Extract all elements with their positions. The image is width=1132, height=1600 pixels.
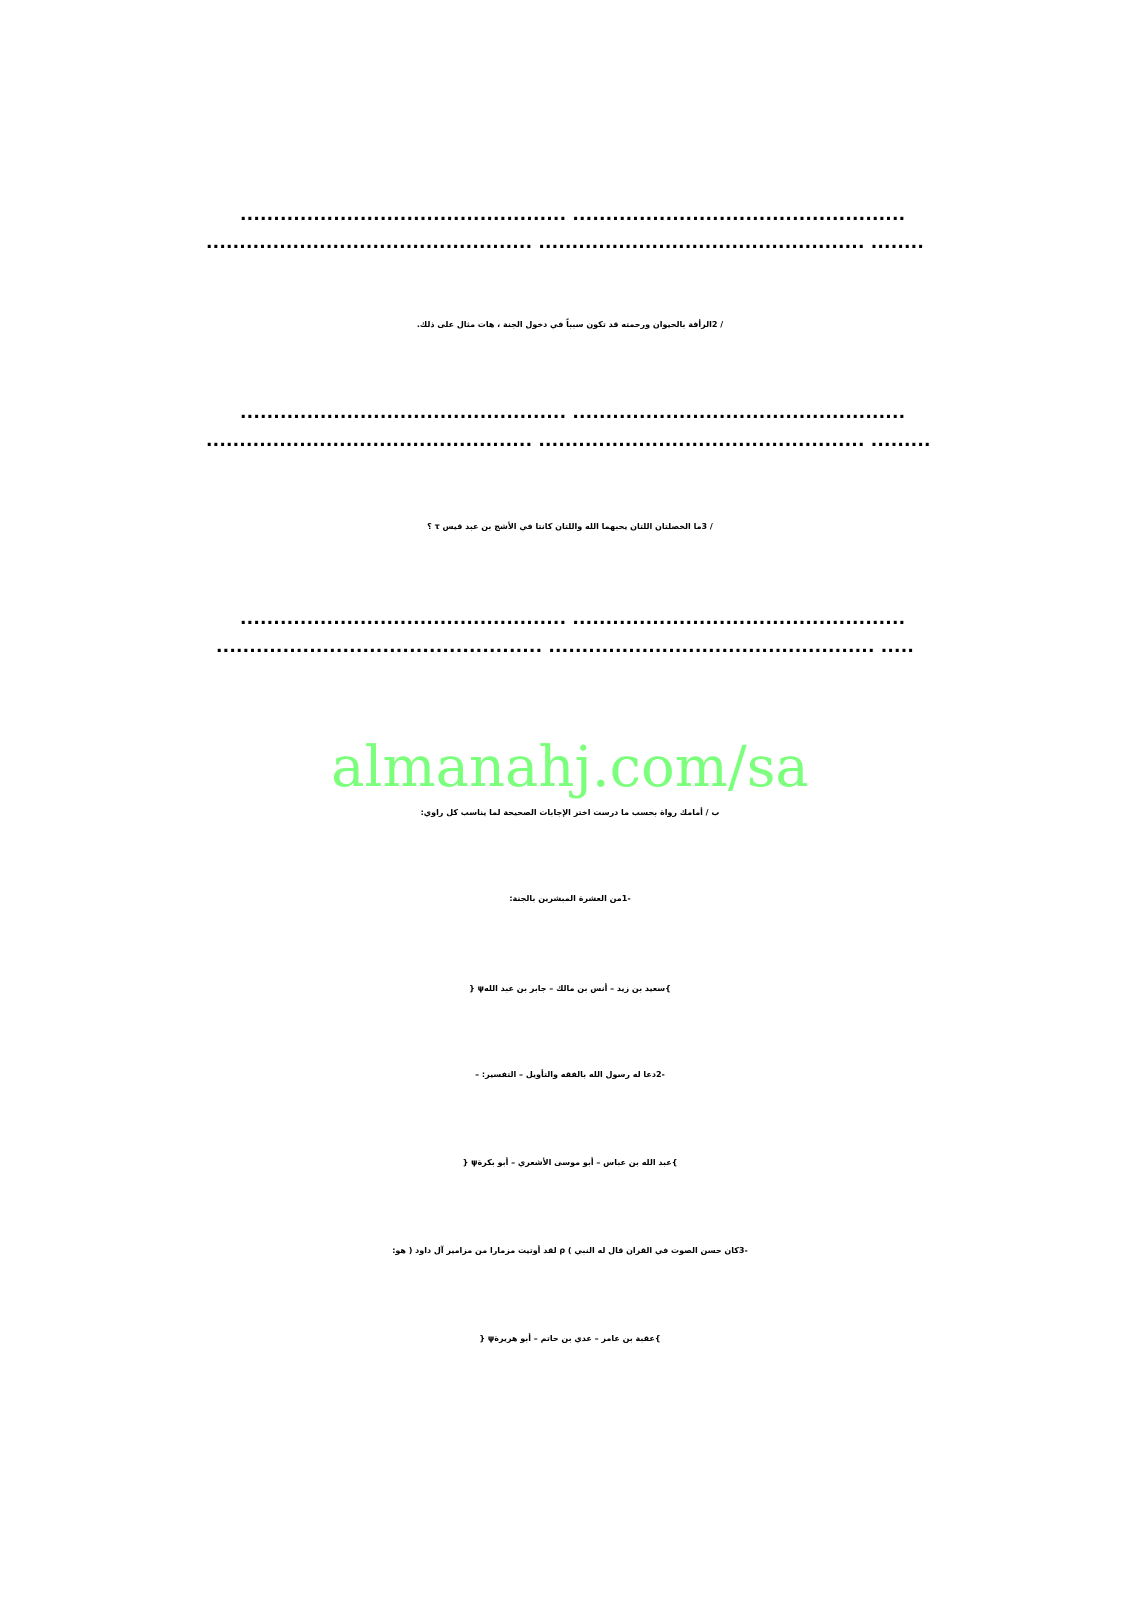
question-2: / 2الرأفة بالحيوان ورحمته قد تكون سبباً في دخول الجنة ، هات مثال على ذلك.: [416, 320, 724, 329]
answer-line: ................................................. ..................................................: [240, 403, 906, 423]
item-3-choices: }عقبة بن عامر – عدي بن حاتم – أبو هريرةψ {: [479, 1334, 661, 1343]
item-2-prompt: -2دعا له رسول الله بالفقه والتأويل – التفسير: –: [475, 1070, 665, 1079]
item-3-prompt: -3كان حسن الصوت في القران قال له النبي ) ρ لقد أوتيت مزمارا من مزامير آل داود ( هو:: [392, 1246, 748, 1255]
answer-line: ................................................. ................................................. .........: [206, 431, 931, 451]
item-1-prompt: -1من العشرة المبشرين بالجنة:: [509, 894, 631, 903]
answer-line: ................................................. ................................................. ........: [206, 233, 924, 253]
answer-line: ................................................. ................................................. .....: [216, 637, 915, 657]
answer-line: ................................................. ..................................................: [240, 205, 906, 225]
question-3: / 3ما الخصلتان اللتان يحبهما الله واللتان كانتا في الأشج بن عبد قيس τ ؟: [427, 522, 713, 531]
item-2-choices: }عبد الله بن عباس – أبو موسى الأشعري – أبو بكرةψ {: [462, 1158, 678, 1167]
section-b-instruction: ب / أمامك رواة بحسب ما درست اختر الإجابات الصحيحة لما يناسب كل راوي:: [420, 808, 720, 817]
watermark: almanahj.com/sa: [331, 735, 809, 800]
item-1-choices: }سعيد بن زيد – أنس بن مالك – جابر بن عبد اللهψ {: [469, 984, 671, 993]
answer-line: ................................................. ..................................................: [240, 609, 906, 629]
